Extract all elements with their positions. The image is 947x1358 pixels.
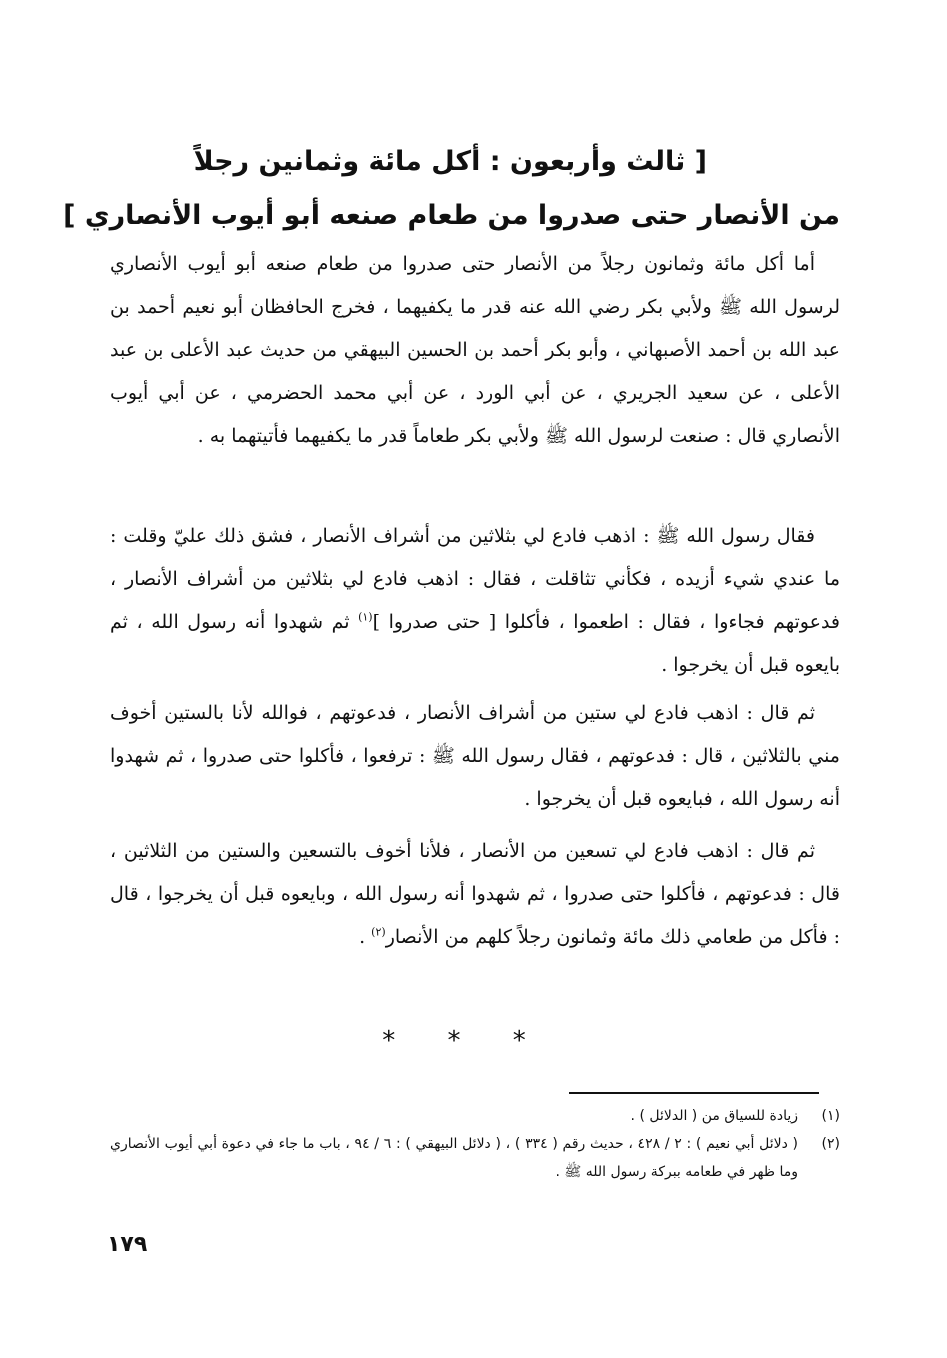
footnote-ref-1: (١) (358, 610, 373, 624)
footnote-2 (110, 1130, 840, 1186)
paragraph-2 (110, 515, 840, 687)
section-separator: * * * (382, 1026, 548, 1056)
footnotes (110, 1102, 840, 1186)
paragraph-2-tail: ثم شهدوا أنه رسول الله ، ثم بايعوه قبل أن يخرجوا . (110, 611, 840, 676)
paragraph-4-tail: . (359, 926, 366, 948)
paragraph-1-text: أما أكل مائة وثمانون رجلاً من الأنصار حتى صدروا من طعام صنعه أبو أيوب الأنصاري لرسول الله ﷺ ولأبي بكر رضي الله عنه قدر ما يكفيهما ، فخرج الحافظان أبو نعيم أحمد بن عبد الله بن أحمد الأصبهاني ، وأبو بكر أحمد بن الحسين البيهقي من حديث عبد الأعلى بن عبد الأعلى ، عن سعيد الجريري ، عن أبي الورد ، عن أبي محمد الحضرمي ، عن أبي أيوب الأنصاري قال : صنعت لرسول الله ﷺ ولأبي بكر طعاماً قدر ما يكفيهما فأتيتهما به . (110, 253, 840, 447)
paragraph-4 (110, 830, 840, 959)
footnote-divider (569, 1092, 819, 1094)
paragraph-4-body (110, 830, 840, 959)
page-number: ١٧٩ (107, 1232, 148, 1257)
footnote-2-number: (٢) (821, 1136, 840, 1152)
chapter-heading-line-1: [ ثالث وأربعون : أكل مائة وثمانين رجلاً (193, 146, 707, 177)
footnote-ref-2: (٢) (371, 925, 386, 939)
paragraph-3-text: ثم قال : اذهب فادع لي ستين من أشراف الأنصار ، فدعوتهم ، فوالله لأنا بالستين أخوف مني بالثلاثين ، قال : فدعوتهم ، فقال رسول الله ﷺ : ترفعوا ، فأكلوا حتى صدروا ، ثم شهدوا أنه رسول الله ، فبايعوه قبل أن يخرجوا . (110, 702, 840, 810)
paragraph-3 (110, 692, 840, 821)
paragraph-1 (110, 243, 840, 458)
paragraph-2-text: فقال رسول الله ﷺ : اذهب فادع لي بثلاثين من أشراف الأنصار ، فشق ذلك عليّ وقلت : ما عندي شيء أزيده ، فكأني تثاقلت ، فقال : اذهب فادع لي بثلاثين من أشراف الأنصار ، فدعوتهم فجاءوا ، فقال : اطعموا ، فأكلوا [ حتى صدروا ] (110, 525, 840, 633)
chapter-heading-line-2: من الأنصار حتى صدروا من طعام صنعه أبو أيوب الأنصاري ] (63, 200, 840, 231)
footnote-1-number: (١) (821, 1108, 840, 1124)
footnote-1-text: زيادة للسياق من ( الدلائل ) . (630, 1108, 798, 1124)
paragraph-2-body (110, 515, 840, 687)
footnote-1 (110, 1102, 840, 1130)
footnote-2-text: ( دلائل أبي نعيم ) : ٢ / ٤٢٨ ، حديث رقم ( ٣٣٤ ) ، ( دلائل البيهقي ) : ٦ / ٩٤ ، باب ما جاء في دعوة أبي أيوب الأنصاري وما ظهر في طعامه ببركة رسول الله ﷺ . (110, 1136, 799, 1180)
paragraph-4-text: ثم قال : اذهب فادع لي تسعين من الأنصار ، فلأنا أخوف بالتسعين والستين من الثلاثين ، قال : فدعوتهم ، فأكلوا حتى صدروا ، ثم شهدوا أنه رسول الله ، وبايعوه قبل أن يخرجوا ، قال : فأكل من طعامي ذلك مائة وثمانون رجلاً كلهم من الأنصار (110, 840, 840, 948)
